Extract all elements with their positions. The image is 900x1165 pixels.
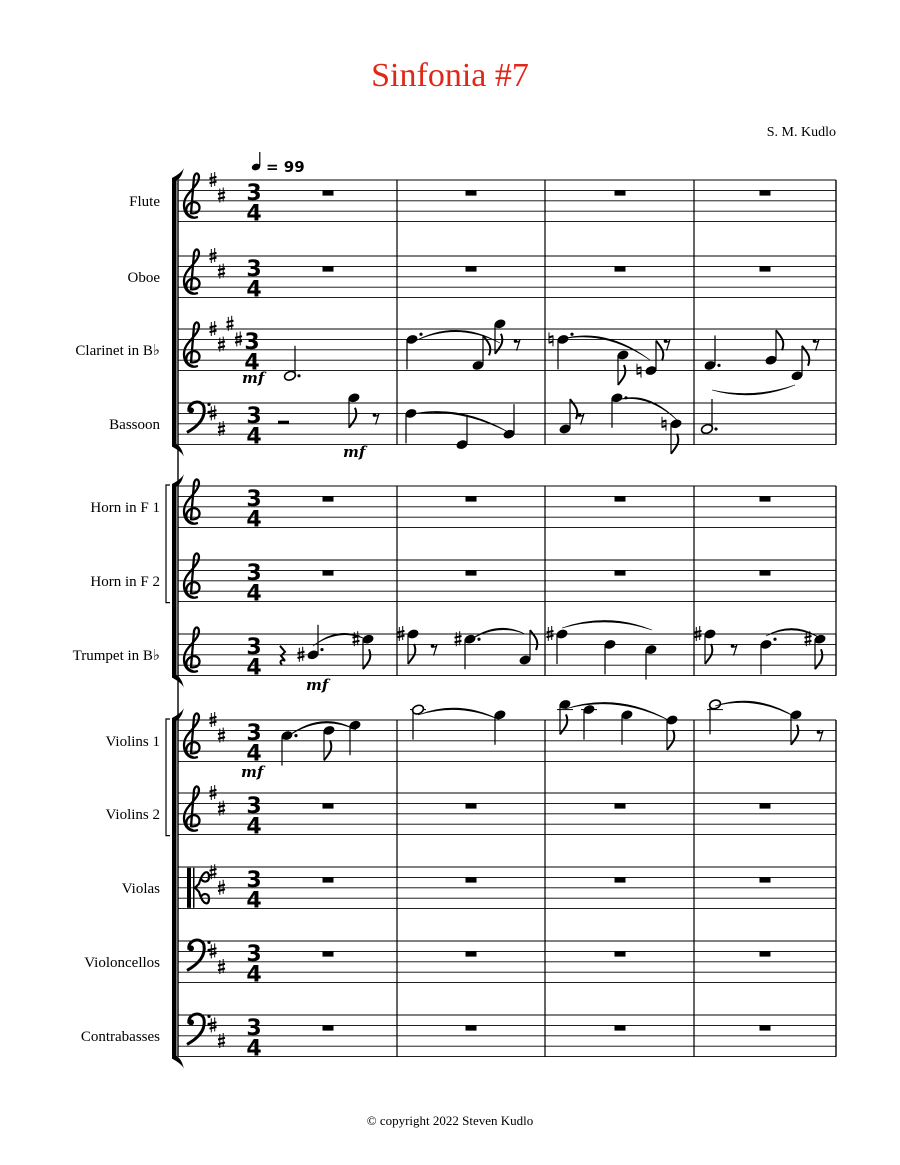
label-trumpet: Trumpet in B♭ bbox=[72, 648, 160, 664]
time-sig-upper: 3 bbox=[246, 486, 262, 512]
staff-systems bbox=[166, 168, 836, 1069]
tempo-marking bbox=[251, 152, 305, 176]
label-violoncellos: Violoncellos bbox=[84, 955, 160, 971]
label-flute: Flute bbox=[129, 194, 160, 210]
time-sig-lower: 4 bbox=[246, 814, 262, 840]
staff-7 bbox=[178, 627, 836, 680]
staff-5 bbox=[178, 479, 836, 532]
time-sig-lower: 4 bbox=[244, 350, 260, 376]
label-horn-2: Horn in F 2 bbox=[90, 574, 160, 590]
tempo-value: = 99 bbox=[266, 158, 305, 176]
time-sig-upper: 3 bbox=[244, 329, 260, 355]
time-sig-upper: 3 bbox=[246, 941, 262, 967]
time-sig-upper: 3 bbox=[246, 403, 262, 429]
dynamic-bassoon: mf bbox=[343, 443, 366, 461]
label-violas: Violas bbox=[121, 881, 160, 897]
time-sig-upper: 3 bbox=[246, 1015, 262, 1041]
staff-11 bbox=[178, 940, 836, 988]
time-sig-upper: 3 bbox=[246, 793, 262, 819]
label-clarinet: Clarinet in B♭ bbox=[75, 343, 160, 359]
time-sig-lower: 4 bbox=[246, 888, 262, 914]
staff-1 bbox=[178, 172, 836, 227]
time-sig-upper: 3 bbox=[246, 180, 262, 206]
staff-4 bbox=[178, 402, 836, 450]
dynamic-trumpet: mf bbox=[306, 676, 329, 694]
staff-12 bbox=[178, 1014, 836, 1062]
staff-2 bbox=[178, 248, 836, 303]
label-violins-2: Violins 2 bbox=[105, 807, 160, 823]
time-sig-upper: 3 bbox=[246, 867, 262, 893]
time-sig-lower: 4 bbox=[246, 962, 262, 988]
time-sig-upper: 3 bbox=[246, 634, 262, 660]
time-sig-lower: 4 bbox=[246, 1036, 262, 1062]
label-contrabasses: Contrabasses bbox=[80, 1029, 160, 1045]
time-sig-lower: 4 bbox=[246, 424, 262, 450]
time-sig-upper: 3 bbox=[246, 560, 262, 586]
dynamic-clarinet: mf bbox=[242, 369, 265, 387]
label-bassoon: Bassoon bbox=[109, 417, 160, 433]
composer-credit: S. M. Kudlo bbox=[766, 125, 836, 140]
label-horn-1: Horn in F 1 bbox=[90, 500, 160, 516]
time-sig-lower: 4 bbox=[246, 741, 262, 767]
dynamic-violins-1: mf bbox=[241, 763, 264, 781]
time-sig-upper: 3 bbox=[246, 256, 262, 282]
copyright-footer: © copyright 2022 Steven Kudlo bbox=[366, 1113, 534, 1128]
staff-3 bbox=[178, 316, 836, 376]
time-sig-lower: 4 bbox=[246, 201, 262, 227]
time-sig-lower: 4 bbox=[246, 655, 262, 681]
score-title: Sinfonia #7 bbox=[371, 57, 529, 94]
time-sig-lower: 4 bbox=[246, 277, 262, 303]
staff-10 bbox=[178, 864, 836, 913]
staff-9 bbox=[178, 785, 836, 840]
staff-6 bbox=[178, 553, 836, 606]
staff-8 bbox=[178, 712, 836, 767]
music-notation bbox=[278, 318, 827, 766]
instrument-labels bbox=[73, 194, 161, 1045]
time-sig-lower: 4 bbox=[246, 581, 262, 607]
label-oboe: Oboe bbox=[127, 270, 160, 286]
label-violins-1: Violins 1 bbox=[105, 734, 160, 750]
time-sig-lower: 4 bbox=[246, 507, 262, 533]
time-sig-upper: 3 bbox=[246, 720, 262, 746]
